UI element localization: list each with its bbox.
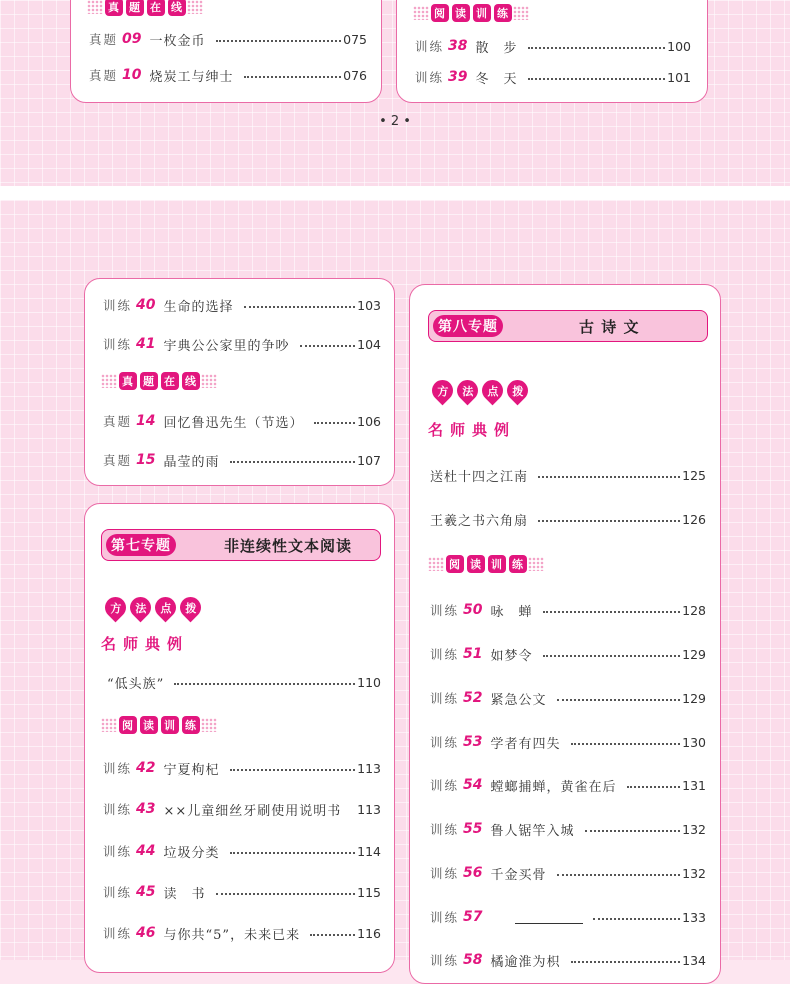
leader-dots — [557, 874, 681, 876]
entry-label: 训练 — [103, 761, 133, 776]
leader-dots — [300, 345, 356, 347]
topic-banner-8 — [428, 310, 708, 342]
entry-number: 14 — [136, 413, 156, 429]
heading-char: 阅 — [431, 4, 449, 22]
heading-char: 题 — [140, 372, 158, 390]
entry-label: 训练 — [430, 691, 460, 706]
entry-number: 44 — [136, 843, 156, 859]
pin-char: 拨 — [185, 601, 196, 614]
tag-char: 第 — [438, 319, 453, 335]
toc-entry[interactable] — [430, 598, 706, 622]
heading-char: 读 — [467, 555, 485, 573]
pin-icon — [478, 375, 508, 405]
stripes-decoration-icon — [513, 6, 529, 20]
entry-page: 107 — [357, 452, 381, 468]
entry-page: 104 — [357, 336, 381, 352]
entry-number: 53 — [463, 734, 483, 750]
stripes-decoration-icon — [201, 718, 217, 732]
entry-page: 133 — [682, 909, 706, 925]
toc-entry[interactable] — [430, 905, 706, 929]
toc-entry[interactable] — [89, 63, 367, 87]
pin-icon — [503, 375, 533, 405]
leader-dots — [571, 961, 681, 963]
entry-page: 125 — [682, 467, 706, 483]
entry-label: 训练 — [103, 844, 133, 859]
entry-number: 09 — [122, 31, 142, 47]
pin-char: 拨 — [512, 384, 523, 397]
entry-label: 真题 — [103, 414, 133, 429]
entry-title: 冬 天 — [475, 71, 518, 87]
toc-entry[interactable] — [430, 730, 706, 754]
entry-title: 生命的选择 — [163, 299, 234, 315]
section-heading-yuedu — [428, 552, 544, 576]
entry-title: 一枚金币 — [149, 33, 206, 49]
entry-number: 51 — [463, 646, 483, 662]
entry-label: 训练 — [430, 735, 460, 750]
toc-entry[interactable] — [103, 409, 381, 433]
section-heading-zhenti — [87, 0, 203, 19]
section-heading-zhenti — [101, 369, 217, 393]
entry-number: 57 — [463, 909, 483, 925]
stripes-decoration-icon — [428, 557, 444, 571]
entry-page: 103 — [357, 297, 381, 313]
entry-page: 113 — [357, 801, 381, 817]
entry-page: 106 — [357, 413, 381, 429]
entry-page: 115 — [357, 884, 381, 900]
stripes-decoration-icon — [101, 718, 117, 732]
toc-entry[interactable] — [103, 839, 381, 863]
section-heading-yuedu — [101, 713, 217, 737]
toc-entry[interactable] — [415, 34, 691, 58]
entry-title: 学者有四失 — [490, 736, 561, 752]
entry-label: 训练 — [430, 910, 460, 925]
entry-page: 075 — [343, 31, 367, 47]
toc-entry[interactable] — [103, 293, 381, 317]
toc-entry[interactable] — [103, 880, 381, 904]
pin-icon — [428, 375, 458, 405]
entry-number: 46 — [136, 925, 156, 941]
entry-number: 15 — [136, 452, 156, 468]
leader-dots — [543, 611, 681, 613]
entry-title: 千金买骨 — [490, 867, 547, 883]
pin-char: 方 — [437, 384, 448, 397]
entry-label: 训练 — [103, 926, 133, 941]
heading-char: 训 — [488, 555, 506, 573]
famous-example-heading — [428, 417, 516, 441]
entry-page: 076 — [343, 67, 367, 83]
heading-char: 练 — [182, 716, 200, 734]
stripes-decoration-icon — [87, 0, 103, 14]
entry-page: 126 — [682, 511, 706, 527]
top-right-toc-box — [396, 0, 708, 103]
toc-entry[interactable] — [89, 27, 367, 51]
topic-banner-7 — [101, 529, 381, 561]
heading-char: 练 — [494, 4, 512, 22]
famous-example-heading — [101, 631, 189, 655]
toc-entry[interactable] — [107, 670, 381, 694]
toc-entry[interactable] — [103, 448, 381, 472]
entry-title: 鲁人锯竿入城 — [490, 823, 575, 839]
leader-dots — [230, 461, 356, 463]
entry-title: 如梦令 — [490, 648, 533, 664]
entry-title: 与你共“5”，未来已来 — [163, 927, 301, 943]
entry-title: 咏 蝉 — [490, 604, 533, 620]
toc-box-b — [84, 503, 395, 973]
entry-number: 50 — [463, 602, 483, 618]
blank-title-line — [515, 911, 583, 924]
pin-icon — [453, 375, 483, 405]
entry-number: 10 — [122, 67, 142, 83]
entry-number: 39 — [448, 69, 468, 85]
pin-char: 点 — [487, 384, 498, 397]
toc-entry[interactable] — [103, 921, 381, 945]
famous-example-label: 名师典例 — [101, 634, 190, 653]
toc-entry[interactable] — [430, 948, 706, 972]
leader-dots — [314, 422, 356, 424]
stripes-decoration-icon — [187, 0, 203, 14]
entry-page: 132 — [682, 821, 706, 837]
entry-label: 训练 — [103, 885, 133, 900]
entry-number: 42 — [136, 760, 156, 776]
leader-dots — [174, 683, 355, 685]
pin-char: 方 — [110, 601, 121, 614]
top-page — [0, 0, 790, 186]
entry-label: 真题 — [89, 32, 119, 47]
entry-title: 紧急公文 — [490, 692, 547, 708]
heading-char: 题 — [126, 0, 144, 16]
leader-dots — [571, 743, 681, 745]
entry-page: 113 — [357, 760, 381, 776]
topic-tag — [433, 315, 503, 337]
entry-label: 训练 — [430, 603, 460, 618]
entry-number: 45 — [136, 884, 156, 900]
entry-page: 114 — [357, 843, 381, 859]
page-gap — [0, 186, 790, 200]
entry-title: 烧炭工与绅士 — [149, 69, 234, 85]
entry-page: 134 — [682, 952, 706, 968]
heading-char: 线 — [182, 372, 200, 390]
heading-char: 真 — [105, 0, 123, 16]
heading-char: 练 — [509, 555, 527, 573]
entry-label: 训练 — [430, 647, 460, 662]
heading-char: 阅 — [119, 716, 137, 734]
tag-char: 题 — [483, 319, 498, 335]
entry-number: 38 — [448, 38, 468, 54]
leader-dots — [593, 918, 681, 920]
leader-dots — [230, 852, 356, 854]
heading-char: 阅 — [446, 555, 464, 573]
entry-title: 回忆鲁迅先生（节选） — [163, 415, 304, 431]
toc-entry[interactable] — [430, 642, 706, 666]
pin-char: 法 — [462, 384, 473, 397]
toc-entry[interactable] — [103, 332, 381, 356]
pin-icon — [151, 592, 181, 622]
entry-page: 131 — [682, 777, 706, 793]
heading-char: 训 — [473, 4, 491, 22]
entry-page: 116 — [357, 925, 381, 941]
heading-char: 在 — [161, 372, 179, 390]
entry-number: 41 — [136, 336, 156, 352]
entry-title: 王羲之书六角扇 — [430, 513, 529, 529]
entry-label: 训练 — [430, 866, 460, 881]
entry-title: 宇典公公家里的争吵 — [163, 338, 290, 354]
entry-label: 真题 — [103, 453, 133, 468]
pin-char: 法 — [135, 601, 146, 614]
entry-page: 129 — [682, 646, 706, 662]
entry-title: 晶莹的雨 — [163, 454, 220, 470]
toc-entry[interactable] — [430, 686, 706, 710]
entry-label: 训练 — [103, 802, 133, 817]
tag-char: 七 — [126, 538, 141, 554]
page-number: • 2 • — [379, 114, 411, 129]
leader-dots — [216, 40, 342, 42]
entry-page: 129 — [682, 690, 706, 706]
entry-page: 101 — [667, 69, 691, 85]
section-heading-yuedu — [413, 1, 529, 25]
tag-char: 专 — [141, 538, 156, 554]
entry-number: 52 — [463, 690, 483, 706]
stripes-decoration-icon — [413, 6, 429, 20]
topic-name: 非连续性文本阅读 — [224, 536, 353, 555]
entry-title: 垃圾分类 — [163, 845, 220, 861]
leader-dots — [230, 769, 356, 771]
leader-dots — [244, 306, 356, 308]
method-heading — [103, 595, 203, 619]
bottom-page — [0, 200, 790, 970]
toc-entry[interactable] — [103, 756, 381, 780]
heading-char: 在 — [147, 0, 165, 16]
toc-box-c — [409, 284, 721, 984]
entry-label: 真题 — [89, 68, 119, 83]
leader-dots — [543, 655, 681, 657]
toc-entry[interactable] — [430, 861, 706, 885]
heading-char: 线 — [168, 0, 186, 16]
toc-entry[interactable] — [430, 507, 706, 531]
entry-number: 43 — [136, 801, 156, 817]
leader-dots — [627, 786, 681, 788]
stripes-decoration-icon — [201, 374, 217, 388]
entry-title: 螳螂捕蝉，黄雀在后 — [490, 779, 617, 795]
leader-dots — [538, 520, 680, 522]
entry-number: 58 — [463, 952, 483, 968]
leader-dots — [557, 699, 681, 701]
leader-dots — [216, 893, 356, 895]
topic-name: 古 诗 文 — [579, 317, 640, 336]
entry-title: “低头族” — [107, 676, 165, 692]
heading-char: 读 — [140, 716, 158, 734]
entry-label: 训练 — [430, 822, 460, 837]
entry-label: 训练 — [430, 778, 460, 793]
stripes-decoration-icon — [528, 557, 544, 571]
entry-page: 132 — [682, 865, 706, 881]
pin-icon — [101, 592, 131, 622]
entry-page: 128 — [682, 602, 706, 618]
toc-entry[interactable] — [430, 463, 706, 487]
tag-char: 第 — [111, 538, 126, 554]
leader-dots — [528, 47, 666, 49]
tag-char: 题 — [156, 538, 171, 554]
leader-dots — [538, 476, 680, 478]
leader-dots — [244, 76, 342, 78]
entry-number: 56 — [463, 865, 483, 881]
toc-entry[interactable] — [415, 65, 691, 89]
heading-char: 真 — [119, 372, 137, 390]
stripes-decoration-icon — [101, 374, 117, 388]
entry-label: 训练 — [415, 39, 445, 54]
entry-label: 训练 — [103, 337, 133, 352]
heading-char: 训 — [161, 716, 179, 734]
pin-icon — [126, 592, 156, 622]
entry-label: 训练 — [430, 953, 460, 968]
entry-title: 送杜十四之江南 — [430, 469, 529, 485]
entry-title: 宁夏枸杞 — [163, 762, 220, 778]
entry-label: 训练 — [103, 298, 133, 313]
top-left-toc-box — [70, 0, 382, 103]
entry-page: 130 — [682, 734, 706, 750]
pin-icon — [176, 592, 206, 622]
entry-page: 100 — [667, 38, 691, 54]
pin-char: 点 — [160, 601, 171, 614]
leader-dots — [528, 78, 666, 80]
toc-box-a — [84, 278, 395, 486]
tag-char: 八 — [453, 319, 468, 335]
entry-title: 橘逾淮为枳 — [490, 954, 561, 970]
topic-tag — [106, 534, 176, 556]
entry-number: 55 — [463, 821, 483, 837]
method-heading — [430, 378, 530, 402]
entry-label: 训练 — [415, 70, 445, 85]
toc-entry[interactable] — [430, 773, 706, 797]
entry-number: 54 — [463, 777, 483, 793]
toc-entry[interactable] — [103, 797, 381, 821]
entry-page: 110 — [357, 674, 381, 690]
entry-title: ××儿童细丝牙刷使用说明书 — [163, 803, 342, 819]
entry-title: 散 步 — [475, 40, 518, 56]
tag-char: 专 — [468, 319, 483, 335]
entry-number: 40 — [136, 297, 156, 313]
toc-entry[interactable] — [430, 817, 706, 841]
famous-example-label: 名师典例 — [428, 420, 517, 439]
heading-char: 读 — [452, 4, 470, 22]
leader-dots — [310, 934, 355, 936]
leader-dots — [585, 830, 681, 832]
entry-title: 读 书 — [163, 886, 206, 902]
